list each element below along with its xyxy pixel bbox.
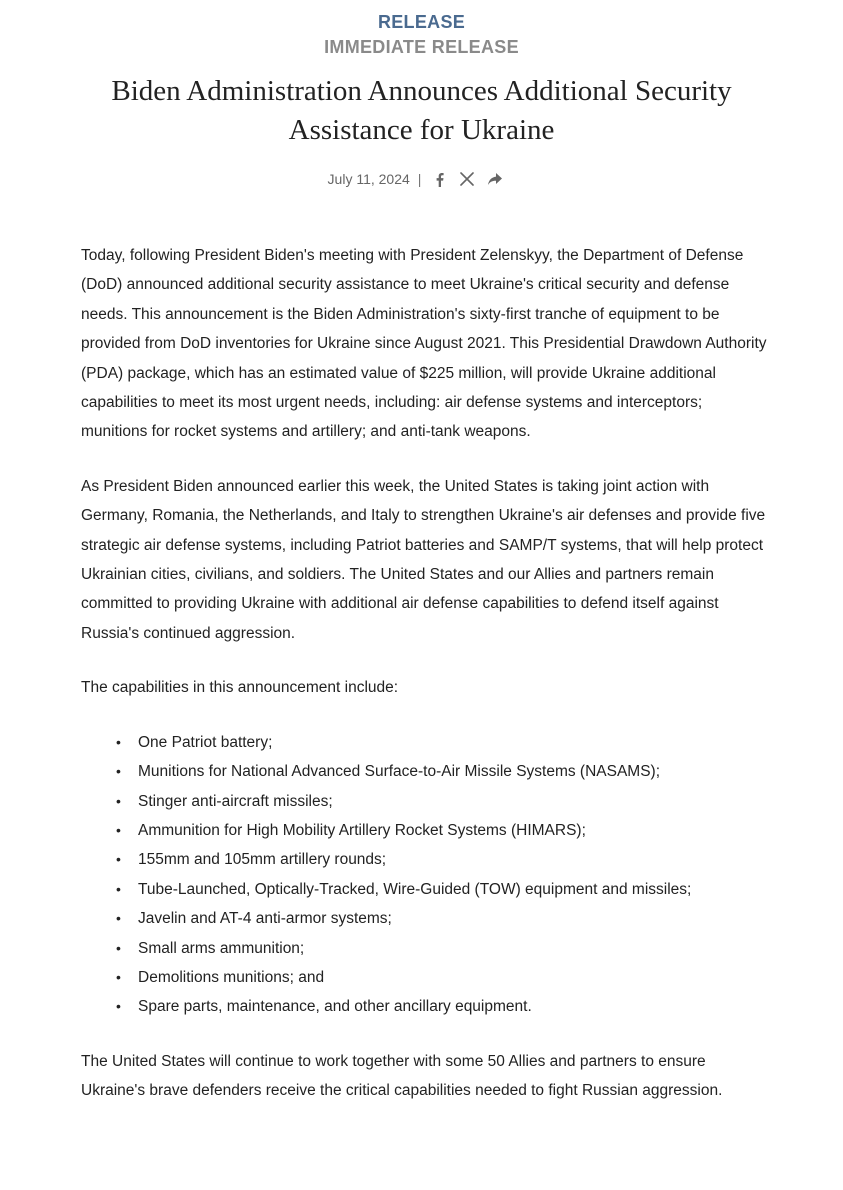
list-item-text: Munitions for National Advanced Surface-to-Air Missile Systems (NASAMS); bbox=[138, 763, 661, 781]
body-paragraph-3: The capabilities in this announcement include: bbox=[81, 679, 399, 697]
list-item bbox=[116, 728, 771, 757]
bullet-point: • bbox=[116, 939, 121, 956]
bullet-point: • bbox=[116, 821, 121, 838]
list-item-text: Demolitions munitions; and bbox=[138, 968, 325, 986]
list-item bbox=[116, 934, 771, 963]
capabilities-list bbox=[81, 728, 771, 1022]
list-item bbox=[116, 992, 771, 1021]
closing-paragraph: The United States will continue to work together with some 50 Allies and partners to ensure Ukraine's brave defenders receive the critical capabilities needed to fight Russian aggression. bbox=[81, 1052, 723, 1100]
body-paragraph-2: As President Biden announced earlier this week, the United States is taking joint action with Germany, Romania, the Netherlands, and Italy to strengthen Ukraine's air defenses and provide five strategic air defense systems, including Patriot batteries and SAMP/T systems, that will help protect Ukrainian cities, civilians, and soldiers. The United States and our Allies and partners remain committed to providing Ukraine with additional air defense capabilities to defend itself against Russia's continued aggression. bbox=[81, 477, 766, 642]
list-item-text: Ammunition for High Mobility Artillery Rocket Systems (HIMARS); bbox=[138, 821, 586, 839]
list-item bbox=[116, 875, 771, 904]
body-paragraph-1: Today, following President Biden's meeting with President Zelenskyy, the Department of Defense (DoD) announced additional security assistance to meet Ukraine's critical security and defense needs. This announcement is the Biden Administration's sixty-first tranche of equipment to be provided from DoD inventories for Ukraine since August 2021. This Presidential Drawdown Authority (PDA) package, which has an estimated value of $225 million, will provide Ukraine additional capabilities to meet its most urgent needs, including: air defense systems and interceptors; munitions for rocket systems and artillery; and anti-tank weapons. bbox=[81, 247, 767, 441]
release-type: IMMEDIATE RELEASE bbox=[324, 37, 519, 57]
bullet-point: • bbox=[116, 733, 121, 750]
list-item bbox=[116, 757, 771, 786]
meta-separator: | bbox=[417, 171, 422, 187]
page-title: Biden Administration Announces Additional Security Assistance for Ukraine bbox=[111, 75, 732, 146]
article-body bbox=[81, 241, 771, 1131]
list-item-text: Javelin and AT-4 anti-armor systems; bbox=[138, 910, 392, 928]
list-item bbox=[116, 963, 771, 992]
bullet-point: • bbox=[116, 998, 121, 1015]
bullet-point: • bbox=[116, 851, 121, 868]
release-category[interactable]: RELEASE bbox=[377, 12, 466, 32]
article-meta bbox=[0, 171, 843, 187]
list-item-text: Tube-Launched, Optically-Tracked, Wire-Guided (TOW) equipment and missiles; bbox=[138, 880, 692, 898]
facebook-icon[interactable] bbox=[431, 171, 447, 187]
bullet-point: • bbox=[116, 792, 121, 809]
list-item bbox=[116, 816, 771, 845]
list-item-text: Small arms ammunition; bbox=[138, 939, 305, 957]
list-item bbox=[116, 845, 771, 874]
publish-date: July 11, 2024 bbox=[327, 171, 410, 187]
bullet-point: • bbox=[116, 910, 121, 927]
list-item-text: One Patriot battery; bbox=[138, 733, 273, 751]
list-item-text: Stinger anti-aircraft missiles; bbox=[138, 792, 333, 810]
bullet-point: • bbox=[116, 968, 121, 985]
share-icon[interactable] bbox=[487, 171, 503, 187]
list-item bbox=[116, 787, 771, 816]
bullet-point: • bbox=[116, 763, 121, 780]
list-item-text: Spare parts, maintenance, and other ancillary equipment. bbox=[138, 998, 532, 1016]
x-icon[interactable] bbox=[459, 171, 475, 187]
list-item-text: 155mm and 105mm artillery rounds; bbox=[138, 851, 387, 869]
list-item bbox=[116, 904, 771, 933]
bullet-point: • bbox=[116, 880, 121, 897]
